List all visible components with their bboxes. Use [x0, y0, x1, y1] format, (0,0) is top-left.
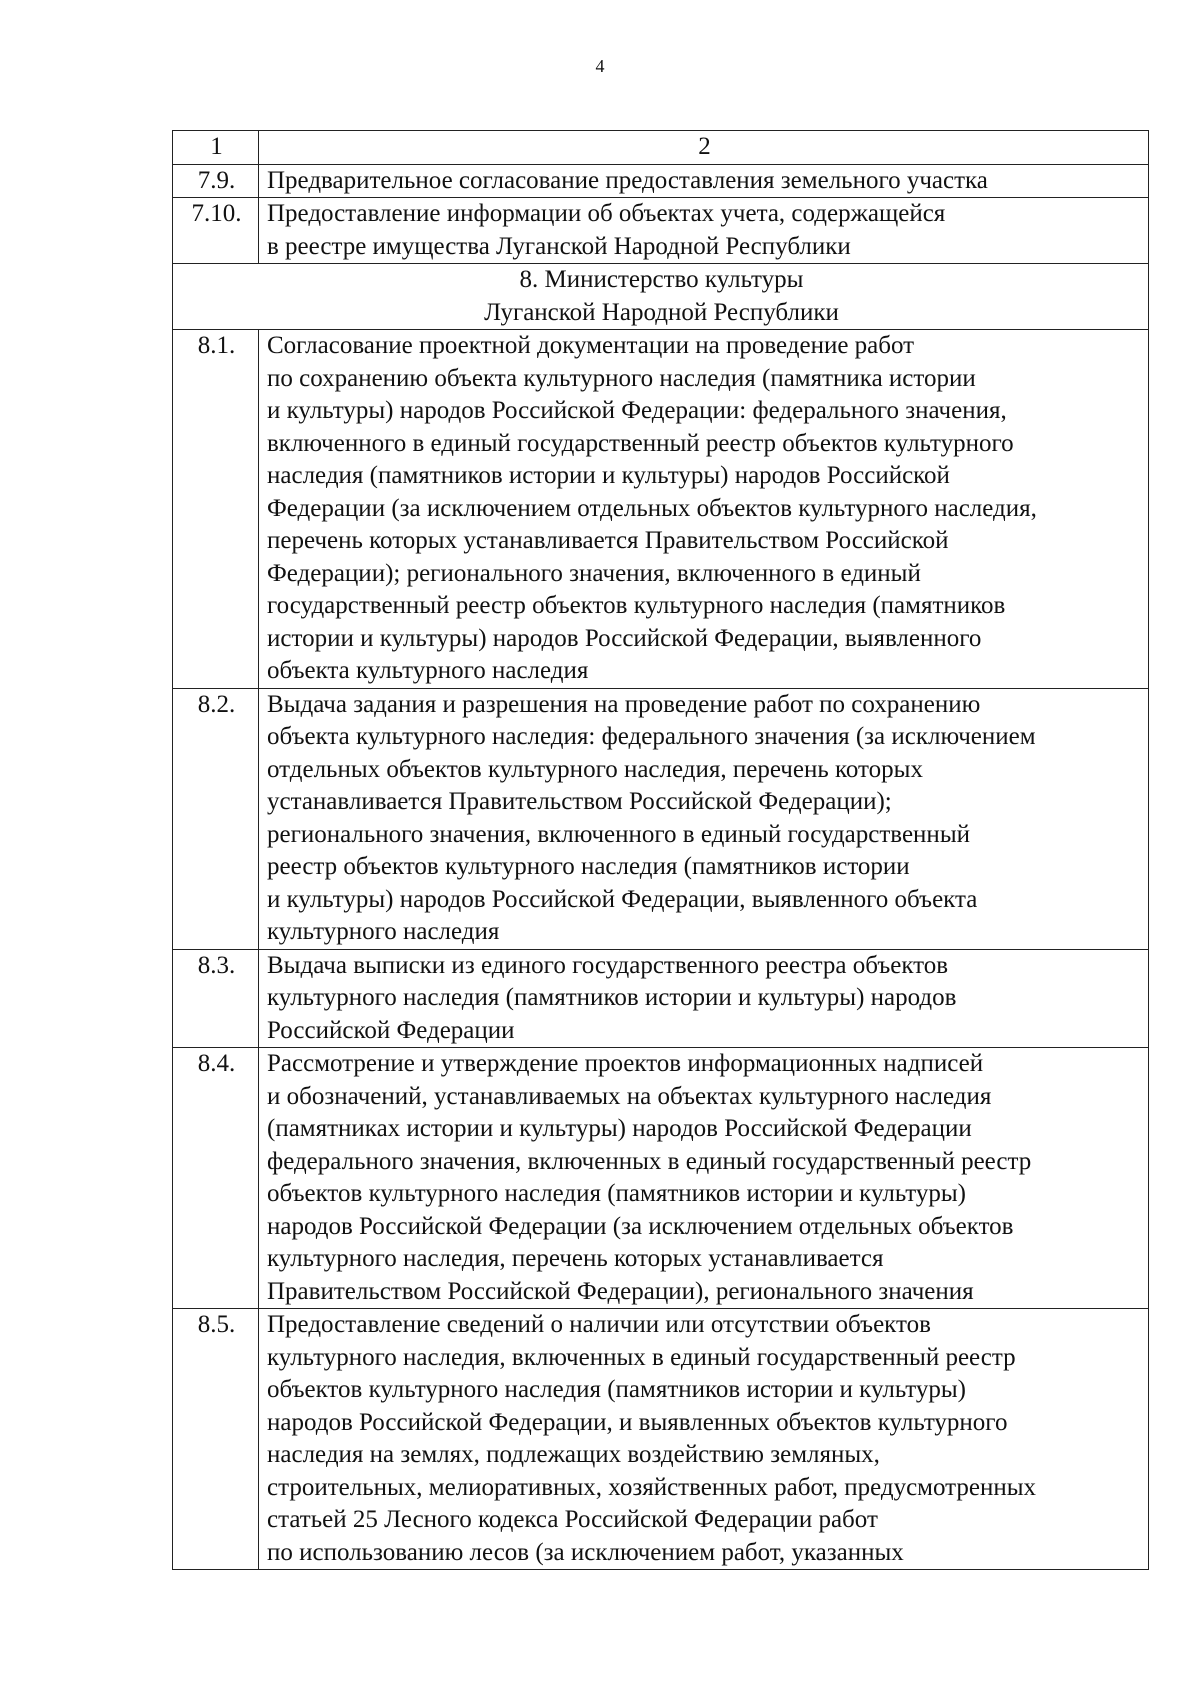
row-text-line: наследия (памятников истории и культуры) народов Российской: [267, 462, 950, 489]
table-row: [173, 164, 1149, 198]
row-text-line: Предоставление информации об объектах учета, содержащейся: [267, 200, 946, 227]
table-row: [173, 1048, 1149, 1309]
row-text-line: отдельных объектов культурного наследия, перечень которых: [267, 755, 923, 783]
row-number: 7.10.: [173, 198, 259, 264]
row-number: 8.5.: [173, 1309, 259, 1570]
row-number: 8.4.: [173, 1048, 259, 1309]
row-text-line: культурного наследия, перечень которых устанавливается: [267, 1245, 884, 1272]
row-text: [259, 688, 1149, 949]
row-text-line: реестр объектов культурного наследия (памятников истории: [267, 853, 910, 880]
table-row: [173, 949, 1149, 1048]
row-text-line: по сохранению объекта культурного наследия (памятника истории: [267, 364, 976, 392]
row-text-line: Согласование проектной документации на проведение работ: [267, 332, 915, 359]
row-text-line: наследия на землях, подлежащих воздействию земляных,: [267, 1441, 880, 1468]
row-number: 8.1.: [173, 330, 259, 689]
row-text-line: культурного наследия: [267, 918, 500, 945]
row-text-line: культурного наследия (памятников истории и культуры) народов: [267, 984, 957, 1011]
row-text-line: и обозначений, устанавливаемых на объектах культурного наследия: [267, 1082, 992, 1110]
row-text-line: объектов культурного наследия (памятников истории и культуры): [267, 1180, 966, 1207]
row-text: [259, 949, 1149, 1048]
section-heading: [173, 264, 1149, 330]
row-text: [259, 1048, 1149, 1309]
row-text: [259, 1309, 1149, 1570]
row-text-line: регионального значения, включенного в единый государственный: [267, 820, 970, 848]
row-number: 7.9.: [173, 164, 259, 198]
row-text-line: Выдача задания и разрешения на проведение работ по сохранению: [267, 690, 981, 718]
row-text-line: Предварительное согласование предоставления земельного участка: [267, 166, 988, 194]
row-text-line: Федерации); регионального значения, включенного в единый: [267, 559, 921, 587]
row-text-line: объекта культурного наследия: федерального значения (за исключением: [267, 723, 1036, 750]
table-row: [173, 198, 1149, 264]
table-row: [173, 688, 1149, 949]
row-text-line: объекта культурного наследия: [267, 657, 589, 684]
row-text-line: народов Российской Федерации, и выявленных объектов культурного: [267, 1408, 1008, 1436]
row-text: [259, 164, 1149, 198]
row-text-line: и культуры) народов Российской Федерации: федерального значения,: [267, 397, 1007, 424]
section-heading-line: Луганской Народной Республики: [484, 298, 839, 326]
row-text: [259, 330, 1149, 689]
row-text-line: федерального значения, включенных в единый государственный реестр: [267, 1147, 1032, 1175]
row-text-line: (памятниках истории и культуры) народов Российской Федерации: [267, 1115, 972, 1142]
row-text-line: государственный реестр объектов культурного наследия (памятников: [267, 592, 1006, 619]
row-text-line: перечень которых устанавливается Правительством Российской: [267, 527, 949, 554]
row-text-line: включенного в единый государственный реестр объектов культурного: [267, 429, 1014, 457]
row-text-line: по использованию лесов (за исключением работ, указанных: [267, 1538, 904, 1566]
row-text-line: культурного наследия, включенных в единый государственный реестр: [267, 1343, 1016, 1371]
row-text-line: народов Российской Федерации (за исключением отдельных объектов: [267, 1212, 1014, 1240]
header-col-2: 2: [259, 131, 1149, 165]
row-text-line: строительных, мелиоративных, хозяйственных работ, предусмотренных: [267, 1473, 1037, 1501]
row-text-line: Рассмотрение и утверждение проектов информационных надписей: [267, 1050, 984, 1077]
section-heading-row: [173, 264, 1149, 330]
services-table: [172, 130, 1149, 1570]
row-text-line: Выдача выписки из единого государственного реестра объектов: [267, 951, 949, 979]
row-text-line: статьей 25 Лесного кодекса Российской Федерации работ: [267, 1506, 878, 1533]
table-row: [173, 1309, 1149, 1570]
header-col-1: 1: [173, 131, 259, 165]
row-text-line: Правительством Российской Федерации), регионального значения: [267, 1277, 974, 1305]
row-text-line: Федерации (за исключением отдельных объектов культурного наследия,: [267, 494, 1037, 522]
row-text-line: объектов культурного наследия (памятников истории и культуры): [267, 1376, 966, 1403]
row-text-line: и культуры) народов Российской Федерации, выявленного объекта: [267, 885, 978, 913]
row-text: [259, 198, 1149, 264]
row-text-line: Предоставление сведений о наличии или отсутствии объектов: [267, 1311, 931, 1338]
row-text-line: истории и культуры) народов Российской Федерации, выявленного: [267, 624, 982, 652]
page-number: 4: [595, 56, 605, 76]
row-number: 8.3.: [173, 949, 259, 1048]
row-text-line: устанавливается Правительством Российской Федерации);: [267, 788, 892, 815]
table-header-row: [173, 131, 1149, 165]
section-heading-line: 8. Министерство культуры: [519, 266, 804, 293]
row-text-line: в реестре имущества Луганской Народной Республики: [267, 232, 851, 260]
row-text-line: Российской Федерации: [267, 1016, 515, 1044]
row-number: 8.2.: [173, 688, 259, 949]
table-row: [173, 330, 1149, 689]
